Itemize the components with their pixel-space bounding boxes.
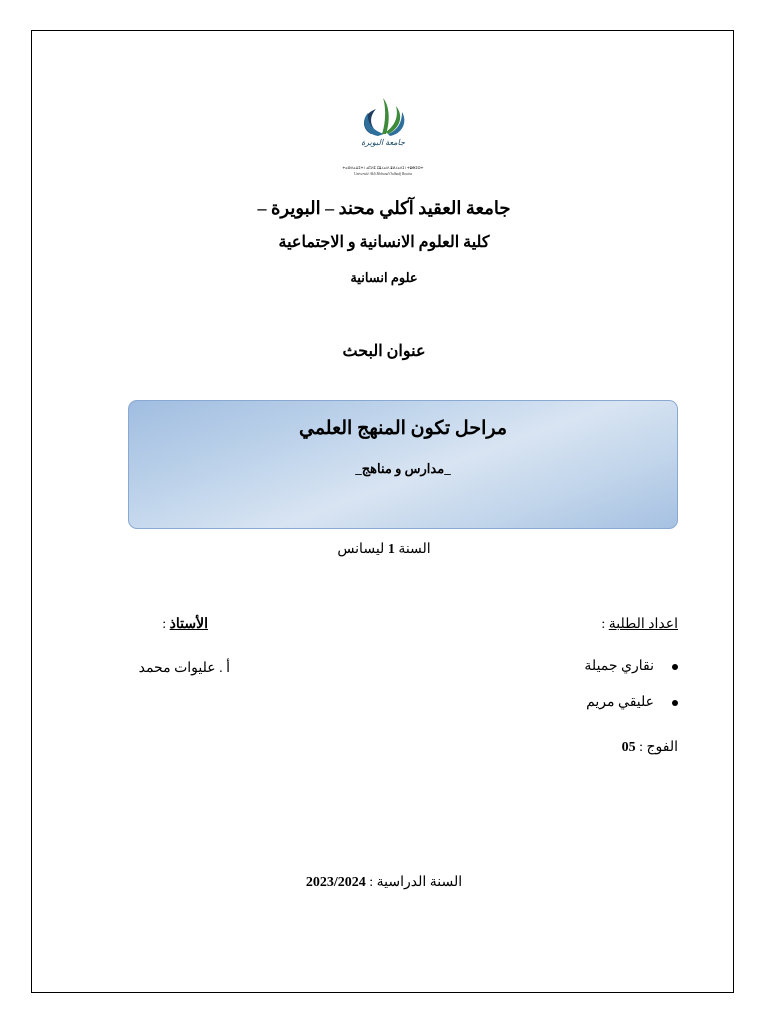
professor-name: أ . عليوات محمد xyxy=(138,661,230,676)
level-suffix: ليسانس xyxy=(337,542,385,557)
university-name: جامعة العقيد آكلي محند – البويرة – xyxy=(257,198,511,218)
students-colon: : xyxy=(601,617,606,632)
logo-latin-line: Université Akli Mohand Oulhadj Bouira xyxy=(353,172,413,176)
professor-label: الأستاذ xyxy=(169,617,208,632)
study-level xyxy=(0,541,768,558)
group-value: 05 xyxy=(621,740,636,755)
group-row xyxy=(622,739,678,756)
bullet-icon xyxy=(672,700,678,706)
students-label: اعداد الطلبة xyxy=(608,617,678,632)
university-emblem-icon xyxy=(338,92,428,142)
bullet-icon xyxy=(672,664,678,670)
logo-tifinagh-line: ⵜⴰⵙⴷⴰⵡⵉⵜ ⵏ ⴰⴽⵍⵉ ⵎⵓⵃⴰⵏⴷ ⵓⵍⵃⴰⴷⵊ ⵏ ⵜⵓⴱⵉⵔⵜ xyxy=(342,166,424,170)
group-label: الفوج : xyxy=(639,740,678,755)
research-title: مراحل تكون المنهج العلمي xyxy=(298,418,508,439)
academic-year-label: السنة الدراسية : xyxy=(369,875,463,890)
academic-year-value: 2023/2024 xyxy=(305,875,366,890)
level-prefix: السنة xyxy=(398,542,431,557)
title-card xyxy=(128,400,678,529)
research-subtitle: _مدارس و مناهج_ xyxy=(355,461,451,476)
logo-arabic-name: جامعة البويرة xyxy=(361,138,405,147)
professor-colon: : xyxy=(162,617,167,632)
level-number: 1 xyxy=(387,542,395,557)
academic-year xyxy=(0,874,768,891)
student-item xyxy=(584,658,678,675)
student-name: عليقي مريم xyxy=(586,695,654,710)
research-title-label: عنوان البحث xyxy=(342,343,426,360)
student-item xyxy=(586,694,678,711)
professor-label-row xyxy=(162,616,208,633)
university-logo xyxy=(338,92,428,187)
students-label-row xyxy=(601,616,678,633)
student-name: نقاري جميلة xyxy=(584,659,654,674)
faculty-name: كلية العلوم الانسانية و الاجتماعية xyxy=(278,234,490,251)
department-name: علوم انسانية xyxy=(350,270,418,285)
